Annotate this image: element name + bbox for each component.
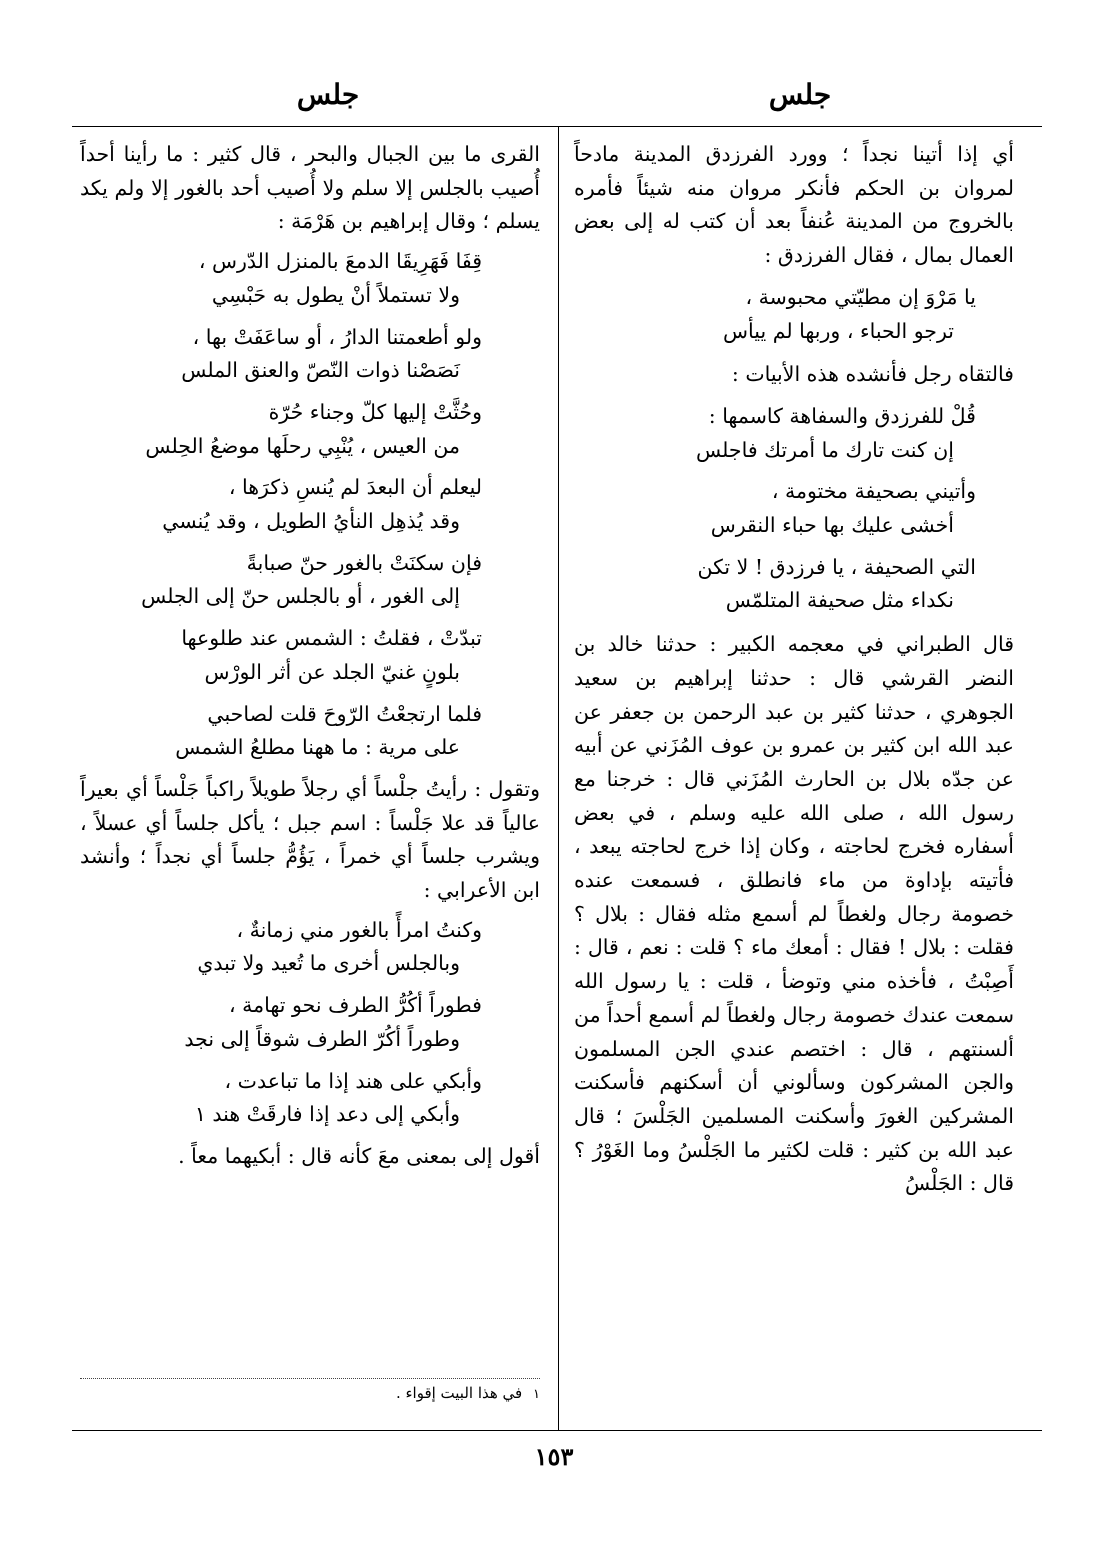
- paragraph: فالتقاه رجل فأنشده هذه الأبيات :: [731, 362, 1014, 387]
- verse-line: وطوراً أكُرّ الطرف شوقاً إلى نجد: [184, 1026, 460, 1051]
- paragraph: القرى ما بين الجبال والبحر ، قال كثير : ما رأينا أحداً أُصيب بالجلس إلا سلم ولا أُصيب أحد بالغور إلا ولم يكد يسلم ؛ وقال إبراهيم بن هَرْمَة :: [80, 142, 540, 234]
- verse-line: ولو أطعمتنا الدارُ ، أو ساعَفَتْ بها ،: [192, 324, 482, 349]
- paragraph: أقول إلى بمعنى معَ كأنه قال : أبكيهما معاً .: [178, 1143, 540, 1168]
- verse-line: وأبكي إلى دعد إذا فارقَتْ هند ١: [194, 1102, 460, 1127]
- verse-line: قِفَا فَهَرِيقَا الدمعَ بالمنزل الدّرس ،: [198, 249, 482, 274]
- verse-line: التي الصحيفة ، يا فرزدق ! لا تكن: [697, 554, 976, 579]
- verse-line: وأتيني بصحيفة مختومة ،: [771, 479, 976, 504]
- footnote-number: ١: [533, 1387, 540, 1402]
- verse-line: بلونٍ غنيّ الجلد عن أثر الورْس: [204, 659, 460, 684]
- bottom-rule: [72, 1430, 1042, 1431]
- verse-line: وبالجلس أخرى ما تُعيد ولا تبدي: [197, 951, 460, 976]
- verse: [80, 396, 482, 463]
- verse-line: ليعلم أن البعدَ لم يُنسِ ذكرَها ،: [228, 475, 482, 500]
- verse: [80, 1065, 482, 1132]
- verse-line: وأبكي على هند إذا ما تباعدت ،: [224, 1068, 482, 1093]
- verse: [574, 551, 976, 618]
- right-column: [574, 138, 1014, 1201]
- verse-line: وكنتُ امرأً بالغور مني زمانةٌ ،: [236, 917, 482, 942]
- verse-line: أخشى عليك بها حباء النقرس: [710, 513, 954, 538]
- header-word-left: جلس: [296, 78, 360, 111]
- verse-line: نكداء مثل صحيفة المتلمّس: [725, 588, 954, 613]
- verse: [80, 698, 482, 765]
- footnote: [80, 1382, 540, 1406]
- poem: [80, 914, 540, 1132]
- verse-line: يا مَرْوَ إن مطيّتي محبوسة ،: [745, 284, 976, 309]
- verse-line: إن كنت تارك ما أمرتك فاجلس: [696, 437, 954, 462]
- left-column: [80, 138, 540, 1174]
- verse-line: نَصَصْنا ذوات النّصّ والعنق الملس: [181, 358, 460, 383]
- verse-line: على مرية : ما ههنا مطلعُ الشمس: [175, 735, 460, 760]
- verse-line: قُلْ للفرزدق والسفاهة كاسمها :: [708, 403, 976, 428]
- verse-line: فلما ارتجعْتُ الرّوحَ قلت لصاحبي: [207, 701, 482, 726]
- poem: [80, 245, 540, 765]
- verse: [80, 547, 482, 614]
- verse-line: وقد يُذهِل النأيُ الطويل ، وقد يُنسي: [162, 509, 460, 534]
- page-number: ١٥٣: [534, 1442, 574, 1471]
- paragraph: قال الطبراني في معجمه الكبير : حدثنا خالد بن النضر القرشي قال : حدثنا إبراهيم بن سعيد الجوهري ، حدثنا كثير بن عبد الرحمن بن جعفر عن عبد الله ابن كثير بن عمرو بن عوف المُزَني عن أبيه عن جدّه بلال بن الحارث المُزَني قال : خرجنا مع رسول الله ، صلى الله عليه وسلم ، في بعض أسفاره فخرج لحاجته ، وكان إذا خرج لحاجته يبعد ، فأتيته بإداوة من ماء فانطلق ، فسمعت عنده خصومة رجال ولغطاً لم أسمع مثله فقال : بلال ؟ فقلت : بلال ! فقال : أمعك ماء ؟ قلت : نعم ، قال : أَصِبْتُ ، فأخذه مني وتوضأ ، قلت : يا رسول الله سمعت عندك خصومة رجال ولغطاً لم أسمع أحداً من ألسنتهم ، قال : اختصم عندي الجن المسلمون والجن المشركون وسألوني أن أسكنهم فأسكنت المشركين الغورَ وأسكنت المسلمين الجَلْسَ ؛ قال عبد الله بن كثير : قلت لكثير ما الجَلْسُ وما الغَوْرُ ؟ قال : الجَلْسُ: [573, 632, 1014, 1196]
- verse: [80, 989, 482, 1056]
- poem: [574, 400, 1014, 618]
- verse-line: فطوراً أكُرُّ الطرف نحو تهامة ،: [229, 993, 482, 1018]
- verse-line: تبدّتْ ، فقلتُ : الشمس عند طلوعها: [181, 626, 482, 651]
- header-word-right: جلس: [768, 78, 832, 111]
- footnote-rule: [80, 1378, 540, 1379]
- verse-line: ترجو الحباء ، وربها لم ييأس: [723, 318, 954, 343]
- verse-line: فإن سكنَتْ بالغور حنّ صبابةً: [246, 550, 482, 575]
- verse: [80, 245, 482, 312]
- verse-line: إلى الغور ، أو بالجلس حنّ إلى الجلس: [141, 584, 460, 609]
- verse-line: ولا تستملاً أنْ يطول به حَبْسِي: [211, 282, 460, 307]
- footnote-text: في هذا البيت إقواء .: [395, 1384, 523, 1402]
- poem: [574, 281, 1014, 348]
- verse: [80, 914, 482, 981]
- paragraph: أي إذا أتينا نجداً ؛ وورد الفرزدق المدينة مادحاً لمروان بن الحكم فأنكر مروان منه شيئاً فأمره بالخروج من المدينة عُنفاً بعد أن كتب له إلى بعض العمال بمال ، فقال الفرزدق :: [574, 142, 1014, 268]
- top-rule: [72, 126, 1042, 127]
- paragraph: وتقول : رأيتُ جلْساً أي رجلاً طويلاً راكباً جَلْساً أي بعيراً عالياً قد علا جَلْساً : اسم جبل ؛ يأكل جلساً أي عسلاً ، ويشرب جلساً أي خمراً ، يَؤُمُّ جلساً أي نجداً ؛ وأنشد ابن الأعرابي :: [80, 776, 540, 903]
- verse: [80, 622, 482, 689]
- verse: [574, 400, 976, 467]
- verse: [80, 471, 482, 538]
- verse: [80, 321, 482, 388]
- verse-line: وحُثَّتْ إليها كلّ وجناء حُرّة: [268, 399, 482, 424]
- verse-line: من العيس ، يُنْبِي رحلَها موضعُ الحِلس: [145, 433, 460, 458]
- column-divider: [558, 126, 559, 1430]
- verse: [574, 475, 976, 542]
